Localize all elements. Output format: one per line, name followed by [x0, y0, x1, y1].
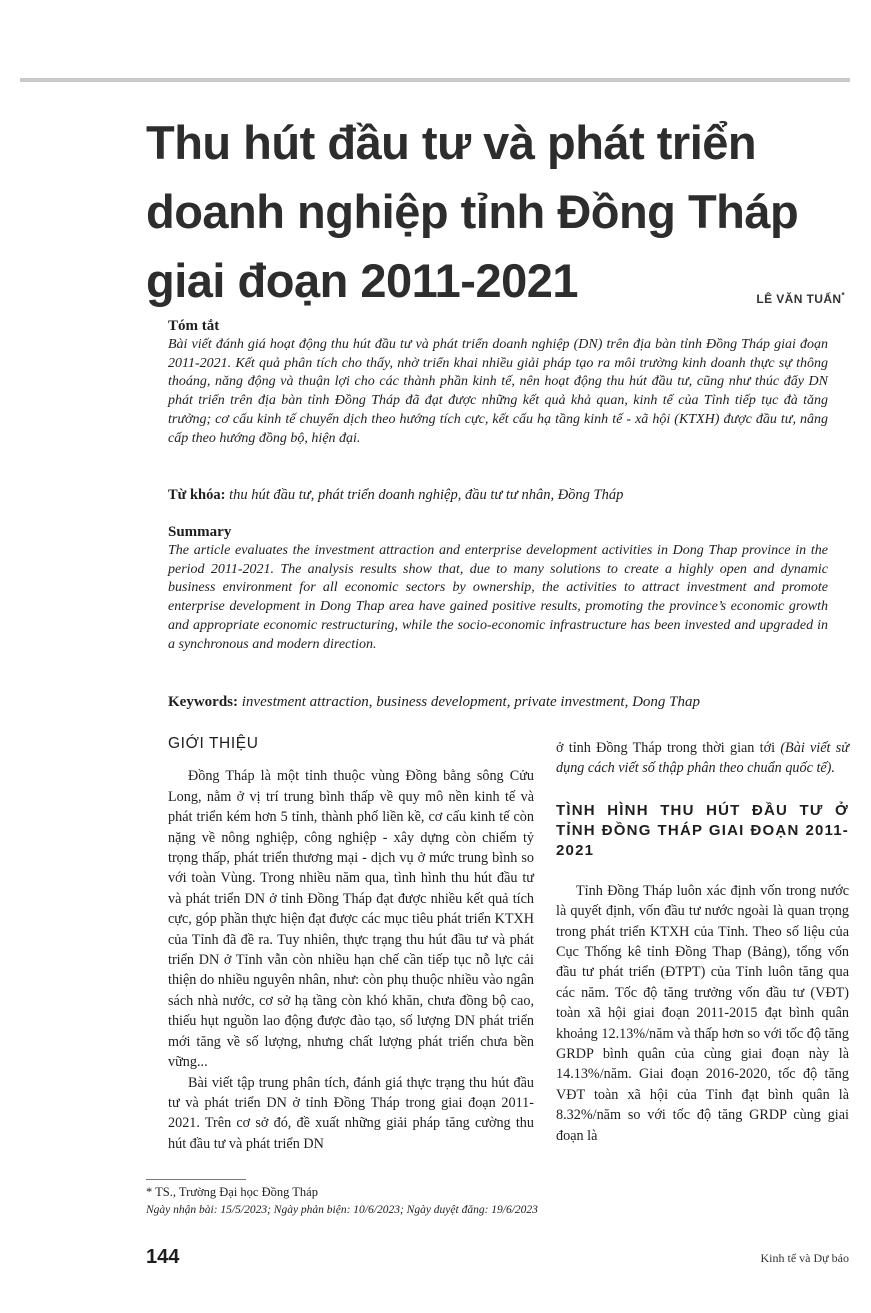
intro-paragraph-1: Đồng Tháp là một tỉnh thuộc vùng Đồng bằng sông Cửu Long, nằm ở vị trí trung bình thấp về quy mô nền kinh tế và phát triển kém hơn 5 tỉnh, thành phố liền kề, cơ cấu kinh tế còn nặng về nông nghiệp, công nghiệp - xây dựng còn chiếm tỷ trọng thấp, phát triển thương mại - dịch vụ ở mức trung bình so với toàn Vùng. Trong nhiều năm qua, tình hình thu hút đầu tư và phát triển DN ở tỉnh Đồng Tháp đạt được nhiều kết quả tích cực, góp phần thực hiện đạt được các mục tiêu phát triển KTXH của Tỉnh đã đề ra. Tuy nhiên, thực trạng thu hút đầu tư và phát triển DN ở Tỉnh vẫn còn nhiều hạn chế cần tiếp tục nỗ lực cải thiện do nhiều nguyên nhân, như: còn phụ thuộc nhiều vào ngân sách nhà nước, cơ sở hạ tầng còn khó khăn, chưa đồng bộ cao, thiếu hụt nguồn lao động được đào tạo, số lượng DN phát triển mới tăng về số lượng, nhưng chất lượng phát triển chưa bền vững... [168, 768, 534, 1071]
keywords-vi-label: Từ khóa: [168, 487, 226, 503]
intro-continued-note: (Bài viết sử dụng cách viết số thập phân theo chuẩn quốc tế). [556, 740, 850, 777]
footnote-rule [146, 1179, 246, 1180]
abstract-vi-text: Bài viết đánh giá hoạt động thu hút đầu tư và phát triển doanh nghiệp (DN) trên địa bàn tỉnh Đồng Tháp giai đoạn 2011-2021. Kết quả phân tích cho thấy, nhờ triển khai nhiều giải pháp tạo ra môi trường kinh doanh thực sự thông thoáng, năng động và thuận lợi cho các thành phần kinh tế, nên hoạt động thu hút đầu tư, cũng như thúc đẩy DN phát triển trên địa bàn tỉnh Đồng Tháp đã đạt được những kết quả khả quan, kinh tế của Tỉnh tiếp tục đà tăng trưởng; cơ cấu kinh tế chuyển dịch theo hướng tích cực, kết cấu hạ tầng kinh tế - xã hội (KTXH) được đầu tư, nâng cấp theo hướng đồng bộ, hiện đại. [168, 336, 828, 446]
keywords-vi-text: thu hút đầu tư, phát triển doanh nghiệp, đầu tư tư nhân, Đồng Tháp [229, 487, 624, 503]
intro-paragraph-continued [556, 738, 849, 779]
intro-continued-text: ở tỉnh Đồng Tháp trong thời gian tới [556, 740, 776, 756]
section-heading: TÌNH HÌNH THU HÚT ĐẦU TƯ Ở TỈNH ĐỒNG THÁP GIAI ĐOẠN 2011-2021 [556, 801, 849, 859]
intro-paragraph-2: Bài viết tập trung phân tích, đánh giá thực trạng thu hút đầu tư và phát triển DN ở tỉnh Đồng Tháp trong giai đoạn 2011-2021. Trên cơ sở đó, đề xuất những giải pháp tăng cường thu hút đầu tư và phát triển DN [168, 1074, 534, 1152]
abstract-en [168, 523, 828, 655]
author [756, 291, 845, 306]
journal-name: Kinh tế và Dự báo [760, 1251, 849, 1265]
abstract-vi-heading: Tóm tắt [168, 318, 220, 334]
abstract-en-text: The article evaluates the investment attraction and enterprise development activities in Dong Thap province in the period 2011-2021. The analysis results show that, due to many solutions to create a highly open and dynamic business environment for all economic sectors by ownership, the activities to attract investment and promote enterprise development in Dong Thap area have gained positive results, promoting the province’s economic growth and appropriate economic restructuring, while the socio-economic infrastructure has been invested and upgraded in a synchronous and modern direction. [168, 542, 828, 652]
section-paragraph-1: Tỉnh Đồng Tháp luôn xác định vốn trong nước là quyết định, vốn đầu tư nước ngoài là quan trọng trong phát triển KTXH của Tỉnh. Theo số liệu của Cục Thống kê tỉnh Đồng Thap (Bảng), tổng vốn đầu tư phát triển (ĐTPT) của Tỉnh luôn tăng qua các năm. Tốc độ tăng trưởng vốn đầu tư (VĐT) toàn xã hội giai đoạn 2011-2015 đạt bình quân khoảng 12.13%/năm và thấp hơn so với tốc độ tăng GRDP bình quân của cùng giai đoạn này là 14.13%/năm. Giai đoạn 2016-2020, tốc độ tăng VĐT toàn xã hội của Tỉnh đạt bình quân là 8.32%/năm so với tốc độ tăng GRDP cùng giai đoạn là [556, 882, 849, 1144]
left-column [168, 734, 534, 1154]
keywords-en-text: investment attraction, business development, private investment, Dong Thap [241, 694, 701, 710]
author-name: LÊ VĂN TUẤN [756, 292, 842, 306]
footnote-affiliation: * TS., Trường Đại học Đồng Tháp [146, 1185, 318, 1199]
title-line-1: Thu hút đầu tư và phát triển [146, 116, 757, 169]
keywords-en-label: Keywords: [168, 694, 238, 710]
intro-heading: GIỚI THIỆU [168, 735, 259, 752]
abstract-en-heading: Summary [168, 524, 232, 540]
title-line-2: doanh nghiệp tỉnh Đồng Tháp [146, 185, 799, 238]
footnote-dates: Ngày nhận bài: 15/5/2023; Ngày phản biện: 10/6/2023; Ngày duyệt đăng: 19/6/2023 [146, 1204, 538, 1216]
author-mark: * [841, 291, 845, 300]
keywords-en [168, 693, 848, 712]
abstract-vi [168, 317, 828, 449]
right-column [556, 738, 849, 1146]
keywords-vi [168, 486, 848, 505]
page-number: 144 [146, 1246, 180, 1268]
title-line-3: giai đoạn 2011-2021 [146, 254, 579, 307]
top-rule [20, 78, 850, 82]
article-title [146, 108, 861, 315]
